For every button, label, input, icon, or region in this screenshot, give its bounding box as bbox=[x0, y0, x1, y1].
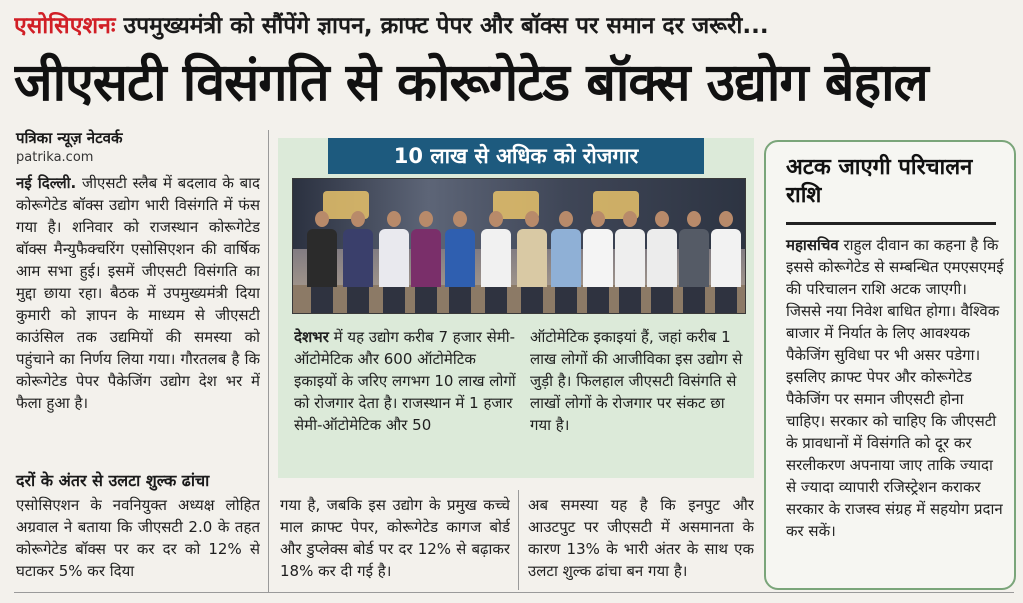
byline-site: patrika.com bbox=[16, 150, 94, 165]
person-figure bbox=[481, 211, 511, 313]
panel-text-2: ऑटोमेटिक इकाइयां हैं, जहां करीब 1 लाख लोगों की आजीविका इस उद्योग से जुड़ी है। फिलहाल जीएसटी विसंगति से लाखों लोगों के रोजगार पर संकट छा गया है। bbox=[530, 328, 743, 434]
article-para-3: गया है, जबकि इस उद्योग के प्रमुख कच्चे माल क्राफ्ट पेपर, कोरूगेटेड कागज बोर्ड और डुप्लेक्स बोर्ड पर दर 12% से बढ़ाकर 18% कर दी गई है। bbox=[280, 496, 510, 580]
article-column-1 bbox=[16, 172, 260, 467]
person-figure bbox=[615, 211, 645, 313]
sidebar-box bbox=[764, 140, 1016, 590]
person-figure bbox=[379, 211, 409, 313]
column-divider bbox=[518, 490, 519, 590]
headline: जीएसटी विसंगति से कोरूगेटेड बॉक्स उद्योग बेहाल bbox=[14, 53, 928, 113]
person-figure bbox=[647, 211, 677, 313]
person-figure bbox=[411, 211, 441, 313]
person-figure bbox=[711, 211, 741, 313]
article-subhead: दरों के अंतर से उलटा शुल्क ढांचा bbox=[16, 471, 210, 490]
person-figure bbox=[343, 211, 373, 313]
article-para-1: जीएसटी स्लैब में बदलाव के बाद कोरूगेटेड बॉक्स उद्योग भारी विसंगति में फंस गया है। शनिवार को राजस्थान कोरूगेटेड बॉक्स मैन्युफैक्चरिंग एसोसिएशन की वार्षिक आम सभा हुई। इसमें जीएसटी विसंगति का मुद्दा छाया रहा। बैठक में उपमुख्यमंत्री दिया कुमारी को ज्ञापन के माध्यम से जीएसटी काउंसिल तक उद्यमियों की समस्या को पहुंचाने का निर्णय लिया गया। गौरतलब है कि कोरूगेटेड पेपर पैकेजिंग उद्योग देश भर में फैला हुआ है। bbox=[16, 174, 260, 412]
panel-banner: 10 लाख से अधिक को रोजगार bbox=[328, 138, 704, 174]
kicker-line bbox=[14, 8, 1014, 42]
article-para-2: एसोसिएशन के नवनियुक्त अध्यक्ष लोहित अग्रवाल ने बताया कि जीएसटी 2.0 के तहत कोरूगेटेड बॉक्स पर कर दर को 12% से घटाकर 5% कर दिया bbox=[16, 496, 260, 580]
dateline: नई दिल्ली. bbox=[16, 174, 77, 192]
person-figure bbox=[679, 211, 709, 313]
person-figure bbox=[517, 211, 547, 313]
person-figure bbox=[307, 211, 337, 313]
kicker-text: उपमुख्यमंत्री को सौंपेंगे ज्ञापन, क्राफ्ट पेपर और बॉक्स पर समान दर जरूरी... bbox=[123, 13, 769, 39]
panel-text-1-body: में यह उद्योग करीब 7 हजार सेमी-ऑटोमेटिक और 600 ऑटोमेटिक इकाइयों के जरिए लगभग 10 लाख लोगों को रोजगार देता है। राजस्थान में 1 हजार सेमी-ऑटोमेटिक और 50 bbox=[294, 328, 516, 434]
byline bbox=[16, 128, 256, 165]
sidebar-text-2: सरकार को चाहिए कि जीएसटी के प्रावधानों में विसंगति को दूर कर सरलीकरण अपनाया जाए ताकि ज्यादा से ज्यादा व्यापारी रजिस्ट्रेशन कराकर सरकार के राजस्व संग्रह में सहयोग प्रदान कर सकें। bbox=[786, 412, 1003, 540]
bottom-rule bbox=[14, 592, 1014, 593]
group-photo bbox=[292, 178, 746, 314]
byline-network: पत्रिका न्यूज़ नेटवर्क bbox=[16, 129, 123, 147]
sidebar-body bbox=[786, 234, 1006, 542]
sidebar-lead: महासचिव bbox=[786, 236, 839, 254]
article-para-4: अब समस्या यह है कि इनपुट और आउटपुट पर जीएसटी में असमानता के कारण 13% के भारी अंतर के साथ एक उलटा शुल्क ढांचा बन गया है। bbox=[528, 496, 754, 580]
panel-lead: देशभर bbox=[294, 328, 329, 346]
person-figure bbox=[445, 211, 475, 313]
person-figure bbox=[583, 211, 613, 313]
column-divider bbox=[268, 130, 269, 592]
sidebar-title: अटक जाएगी परिचालन राशि bbox=[786, 155, 973, 208]
sidebar-title-rule bbox=[786, 222, 996, 225]
sidebar-text-1: राहुल दीवान का कहना है कि इससे कोरूगेटेड से सम्बन्धित एमएसएमई की परिचालन राशि अटक जाएगी। जिससे नया निवेश बाधित होगा। वैश्विक बाजार में निर्यात के लिए आवश्यक पैकेजिंग सुविधा पर भी असर पडेगा। इसलिए क्राफ्ट पेपर और कोरूगेटेड पैकेजिंग पर समान जीएसटी होना चाहिए। bbox=[786, 236, 1004, 430]
kicker-tag: एसोसिएशनः bbox=[14, 13, 116, 39]
panel-text-1 bbox=[294, 326, 522, 466]
person-figure bbox=[551, 211, 581, 313]
